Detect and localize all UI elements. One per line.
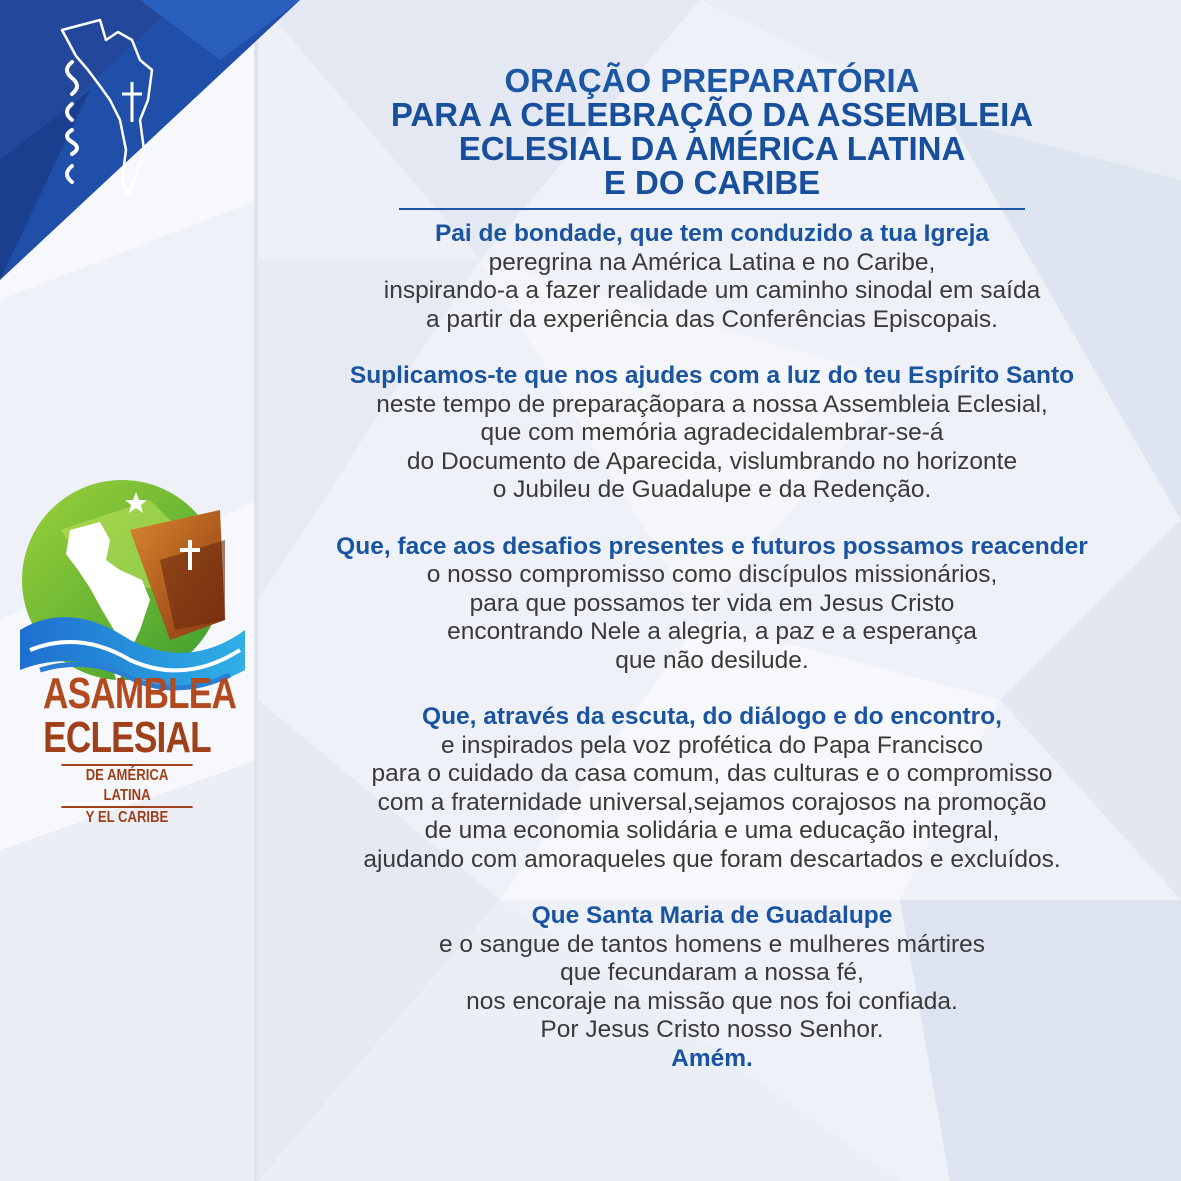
- stanza-heading: Pai de bondade, que tem conduzido a tua Igreja: [434, 220, 990, 247]
- assembly-logo-line4: Y EL CARIBE: [85, 809, 169, 826]
- stanza-line: do Documento de Aparecida, vislumbrando no horizonte: [406, 447, 1018, 475]
- stanza-heading: Que, através da escuta, do diálogo e do encontro,: [422, 703, 1002, 730]
- stanza-line: e inspirados pela voz profética do Papa Francisco: [440, 731, 984, 759]
- assembly-logo-text: [22, 669, 237, 828]
- title-line3: ECLESIAL DA AMÉRICA LATINA: [458, 130, 966, 167]
- page-title: [262, 64, 1162, 200]
- stanza-line: ajudando com amoraqueles que foram descartados e excluídos.: [363, 845, 1061, 873]
- stanza-line: Por Jesus Cristo nosso Senhor.: [540, 1016, 884, 1043]
- stanza-line: o nosso compromisso como discípulos missionários,: [426, 561, 998, 588]
- closing-amen: Amém.: [671, 1044, 753, 1072]
- stanza-line: com a fraternidade universal,sejamos corajosos na promoção: [377, 788, 1047, 816]
- stanza-3: [262, 533, 1162, 676]
- celam-logo: [40, 0, 190, 210]
- title-line1: ORAÇÃO PREPARATÓRIA: [504, 62, 920, 99]
- stanza-line: a partir da experiência das Conferências Episcopais.: [426, 305, 998, 333]
- assembly-logo-line3: DE AMÉRICA LATINA: [61, 764, 192, 808]
- title-line2: PARA A CELEBRAÇÃO DA ASSEMBLEIA: [390, 96, 1034, 133]
- stanza-line: de uma economia solidária e uma educação integral,: [424, 817, 1000, 844]
- stanza-line: peregrina na América Latina e no Caribe,: [488, 248, 936, 276]
- stanza-line: que fecundaram a nossa fé,: [560, 959, 864, 986]
- stanza-line: neste tempo de preparaçãopara a nossa Assembleia Eclesial,: [376, 390, 1048, 418]
- assembly-logo-line1: ASAMBLEA: [43, 669, 237, 718]
- stanza-heading: Que, face aos desafios presentes e futuros possamos reacender: [336, 532, 1088, 560]
- title-divider: [399, 208, 1025, 210]
- stanza-line: que não desilude.: [615, 646, 809, 674]
- stanza-line: e o sangue de tantos homens e mulheres mártires: [438, 930, 986, 958]
- stanza-2: [262, 362, 1162, 505]
- stanza-line: nos encoraje na missão que nos foi confiada.: [466, 987, 958, 1015]
- assembly-logo-line2: ECLESIAL: [43, 713, 211, 762]
- stanza-line: inspirando-a a fazer realidade um caminho sinodal em saída: [383, 277, 1041, 304]
- title-line4: E DO CARIBE: [603, 164, 821, 201]
- prayer-content: [262, 64, 1162, 1101]
- stanza-line: que com memória agradecidalembrar-se-á: [480, 419, 944, 446]
- stanza-4: [262, 703, 1162, 874]
- stanza-heading: Suplicamos-te que nos ajudes com a luz do teu Espírito Santo: [349, 362, 1075, 389]
- stanza-1: [262, 220, 1162, 334]
- stanza-line: para que possamos ter vida em Jesus Cristo: [469, 589, 955, 617]
- stanza-line: para o cuidado da casa comum, das culturas e o compromisso: [371, 760, 1053, 787]
- stanza-heading: Que Santa Maria de Guadalupe: [531, 902, 893, 929]
- stanza-line: o Jubileu de Guadalupe e da Redenção.: [492, 476, 932, 503]
- stanza-line: encontrando Nele a alegria, a paz e a esperança: [447, 618, 977, 645]
- stanza-5: [262, 902, 1162, 1073]
